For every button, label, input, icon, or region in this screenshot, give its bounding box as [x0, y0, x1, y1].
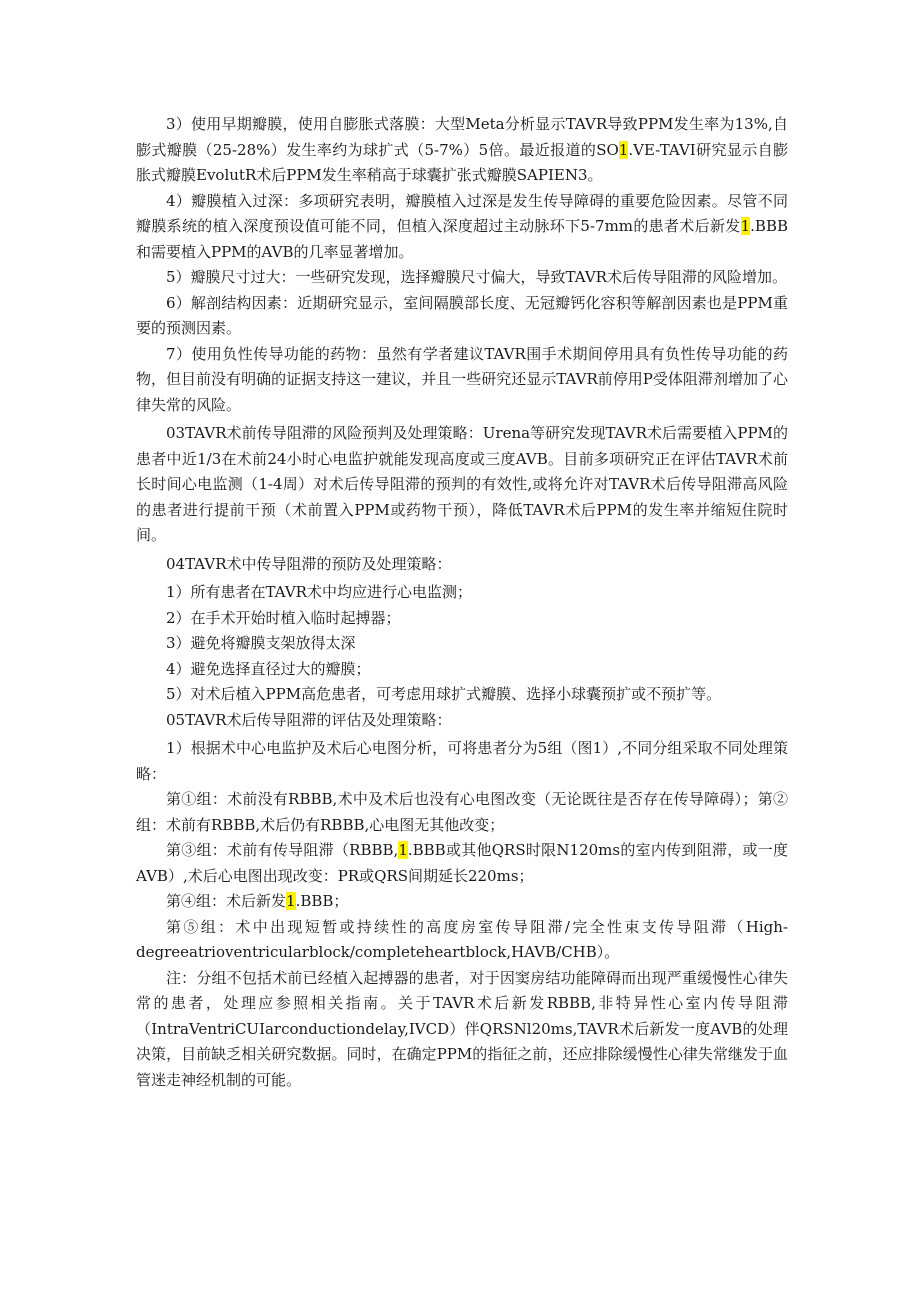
paragraph-text: 2）在手术开始时植入临时起搏器；: [166, 608, 401, 627]
document-body: [136, 112, 788, 1093]
paragraph: [136, 631, 788, 657]
paragraph-text: 4）瓣膜植入过深：多项研究表明，瓣膜植入过深是发生传导障碍的重要危险因素。尽管不同瓣膜系统的植入深度预设值可能不同，但植入深度超过主动脉环下5-7mm的患者术后新发: [136, 191, 788, 235]
paragraph: [136, 291, 788, 342]
paragraph: [136, 838, 788, 889]
highlighted-text: 1: [618, 140, 629, 159]
paragraph: [136, 189, 788, 266]
paragraph-text: 1）所有患者在TAVR术中均应进行心电监测；: [166, 583, 472, 601]
paragraph-text: 5）瓣膜尺寸过大：一些研究发现，选择瓣膜尺寸偏大，导致TAVR术后传导阻滞的风险增加。: [166, 268, 787, 286]
paragraph: [136, 708, 788, 734]
paragraph: [136, 787, 788, 838]
paragraph-text: 3）使用早期瓣膜，使用自膨胀式落膜：大型Meta分析显示TAVR导致PPM发生率为13%,自膨式瓣膜（25-28%）发生率约为球扩式（5-7%）5倍。最近报道的SO: [136, 115, 788, 159]
paragraph-text: 05TAVR术后传导阻滞的评估及处理策略：: [166, 710, 452, 729]
paragraph: [136, 552, 788, 578]
paragraph-text: 04TAVR术中传导阻滞的预防及处理策略：: [166, 554, 452, 573]
paragraph: [136, 112, 788, 189]
paragraph: [136, 606, 788, 632]
paragraph-text: 5）对术后植入PPM高危患者，可考虑用球扩式瓣膜、选择小球囊预扩或不预扩等。: [166, 685, 722, 703]
paragraph-text: 注：分组不包括术前已经植入起搏器的患者，对于因窦房结功能障碍而出现严重缓慢性心律失常的患者，处理应参照相关指南。关于TAVR术后新发RBBB,非特异性心室内传导阻滞（IntraVentriCUIarconductiondelay,IVCD）伴QRSNl20ms,TAVR术后新发一度AVB的处理决策，目前缺乏相关研究数据。同时，在确定PPM的指征之前，还应排除缓慢性心律失常继发于血管迷走神经机制的可能。: [136, 968, 788, 1089]
paragraph-text: 第④组：术后新发: [166, 892, 287, 910]
highlighted-text: 1: [740, 217, 751, 235]
paragraph-text: 第⑤组：术中出现短暂或持续性的高度房室传导阻滞/完全性束支传导阻滞（High-degreeatrioventricularblock/completeheartblock,HAVB/CHB）。: [136, 917, 788, 961]
paragraph: [136, 915, 788, 966]
paragraph: [136, 342, 788, 419]
paragraph-text: 4）避免选择直径过大的瓣膜；: [166, 659, 371, 678]
paragraph-text: .BBB；: [295, 892, 349, 910]
paragraph-text: 1）根据术中心电监护及术后心电图分析，可将患者分为5组（图1）,不同分组采取不同处理策略：: [136, 739, 788, 783]
paragraph-text: 3）避免将瓣膜支架放得太深: [166, 634, 356, 652]
paragraph-text: 6）解剖结构因素：近期研究显示，室间隔膜部长度、无冠瓣钙化容积等解剖因素也是PPM重要的预测因素。: [136, 293, 788, 337]
paragraph-text: .BBB或其他QRS时限N120ms的室内传到阻滞，或一度AVB）,术后心电图出现改变：PR或QRS间期延长220ms；: [136, 841, 788, 885]
highlighted-text: 1: [398, 841, 408, 859]
paragraph: [136, 265, 788, 291]
paragraph: [136, 736, 788, 787]
paragraph-text: 7）使用负性传导功能的药物：虽然有学者建议TAVR围手术期间停用具有负性传导功能的药物，但目前没有明确的证据支持这一建议，并且一些研究还显示TAVR前停用P受体阻滞剂增加了心律失常的风险。: [136, 344, 788, 414]
paragraph: [136, 889, 788, 915]
paragraph: [136, 657, 788, 683]
paragraph: [136, 966, 788, 1094]
paragraph-text: .VE-TAVI研究显示自膨胀式瓣膜EvolutR术后PPM发生率稍高于球囊扩张式瓣膜SAPIEN3。: [136, 140, 788, 184]
paragraph-text: 03TAVR术前传导阻滞的风险预判及处理策略：Urena等研究发现TAVR术后需要植入PPM的患者中近1/3在术前24小时心电监护就能发现高度或三度AVB。目前多项研究正在评估TAVR术前长时间心电监测（1-4周）对术后传导阻滞的预判的有效性,或将允许对TAVR术后传导阻滞高风险的患者进行提前干预（术前置入PPM或药物干预），降低TAVR术后PPM的发生率并缩短住院时间。: [136, 424, 788, 544]
paragraph: [136, 682, 788, 708]
paragraph-text: 第①组：术前没有RBBB,术中及术后也没有心电图改变（无论既往是否存在传导障碍）；第②组：术前有RBBB,术后仍有RBBB,心电图无其他改变；: [136, 790, 788, 834]
paragraph: [136, 421, 788, 549]
highlighted-text: 1: [286, 892, 296, 910]
paragraph-text: 第③组：术前有传导阻滞（RBBB,: [166, 841, 399, 859]
paragraph: [136, 580, 788, 606]
paragraph-text: .BBB和需要植入PPM的AVB的几率显著增加。: [136, 217, 788, 261]
